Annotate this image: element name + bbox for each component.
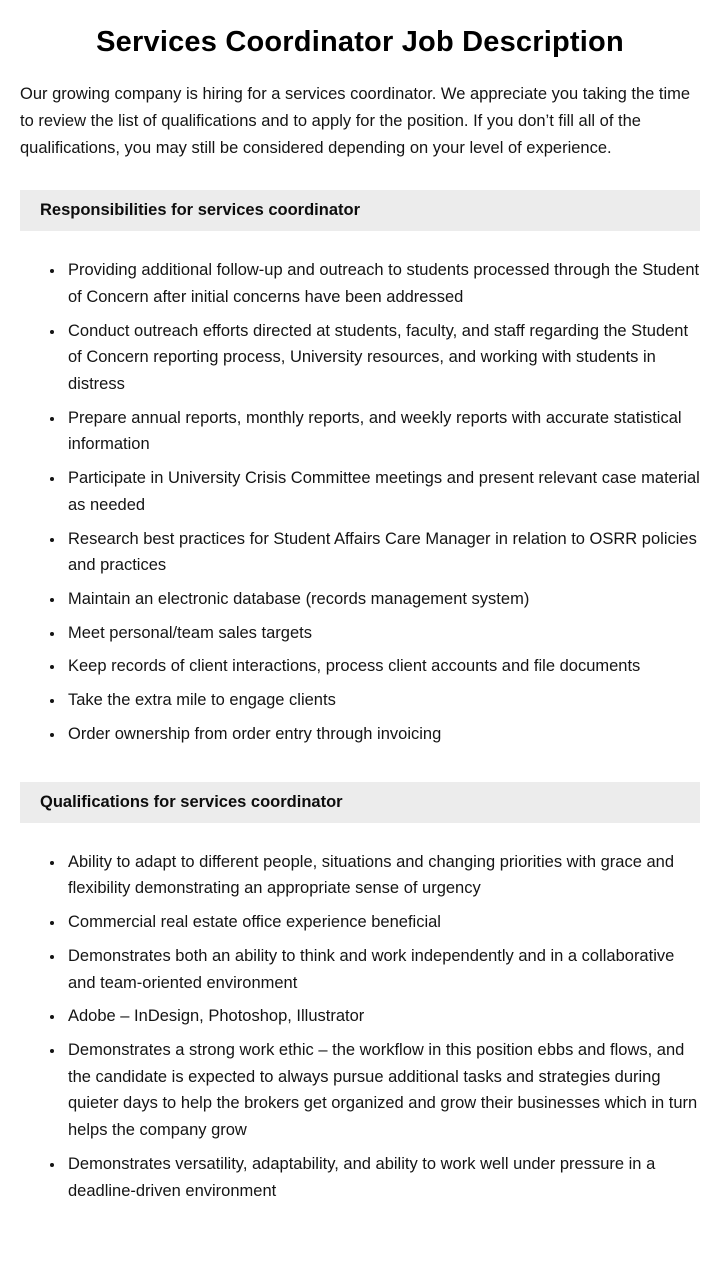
responsibilities-list [20,257,700,748]
list-item: • Participate in University Crisis Committee meetings and present relevant case material as needed [65,465,700,518]
list-item: • Adobe – InDesign, Photoshop, Illustrator [65,1003,700,1030]
list-item: • Maintain an electronic database (records management system) [65,586,700,613]
list-item: • Keep records of client interactions, process client accounts and file documents [65,653,700,680]
section-header-qualifications: Qualifications for services coordinator [20,782,700,823]
intro-paragraph: Our growing company is hiring for a services coordinator. We appreciate you taking the time to review the list of qualifications and to apply for the position. If you don’t fill all of the qualifications, you may still be considered depending on your level of experience. [20,85,691,158]
list-item: • Take the extra mile to engage clients [65,687,700,714]
list-item: • Demonstrates versatility, adaptability, and ability to work well under pressure in a deadline-driven environment [65,1151,700,1204]
list-item: • Order ownership from order entry through invoicing [65,721,700,748]
list-item: • Providing additional follow-up and outreach to students processed through the Student of Concern after initial concerns have been addressed [65,257,700,310]
list-item: • Demonstrates both an ability to think and work independently and in a collaborative and team-oriented environment [65,943,700,996]
section-header-responsibilities: Responsibilities for services coordinator [20,190,700,231]
list-item: • Ability to adapt to different people, situations and changing priorities with grace and flexibility demonstrating an appropriate sense of urgency [65,849,700,902]
list-item: • Meet personal/team sales targets [65,620,700,647]
list-item: • Conduct outreach efforts directed at students, faculty, and staff regarding the Student of Concern reporting process, University resources, and working with students in distress [65,318,700,398]
list-item: • Prepare annual reports, monthly reports, and weekly reports with accurate statistical information [65,405,700,458]
list-item: • Commercial real estate office experience beneficial [65,909,700,936]
qualifications-list [20,849,700,1205]
page-title: Services Coordinator Job Description [96,26,624,58]
list-item: • Demonstrates a strong work ethic – the workflow in this position ebbs and flows, and the candidate is expected to always pursue additional tasks and strategies during quieter days to help the brokers get organized and grow their businesses which in turn helps the company grow [65,1037,700,1144]
list-item: • Research best practices for Student Affairs Care Manager in relation to OSRR policies and practices [65,526,700,579]
